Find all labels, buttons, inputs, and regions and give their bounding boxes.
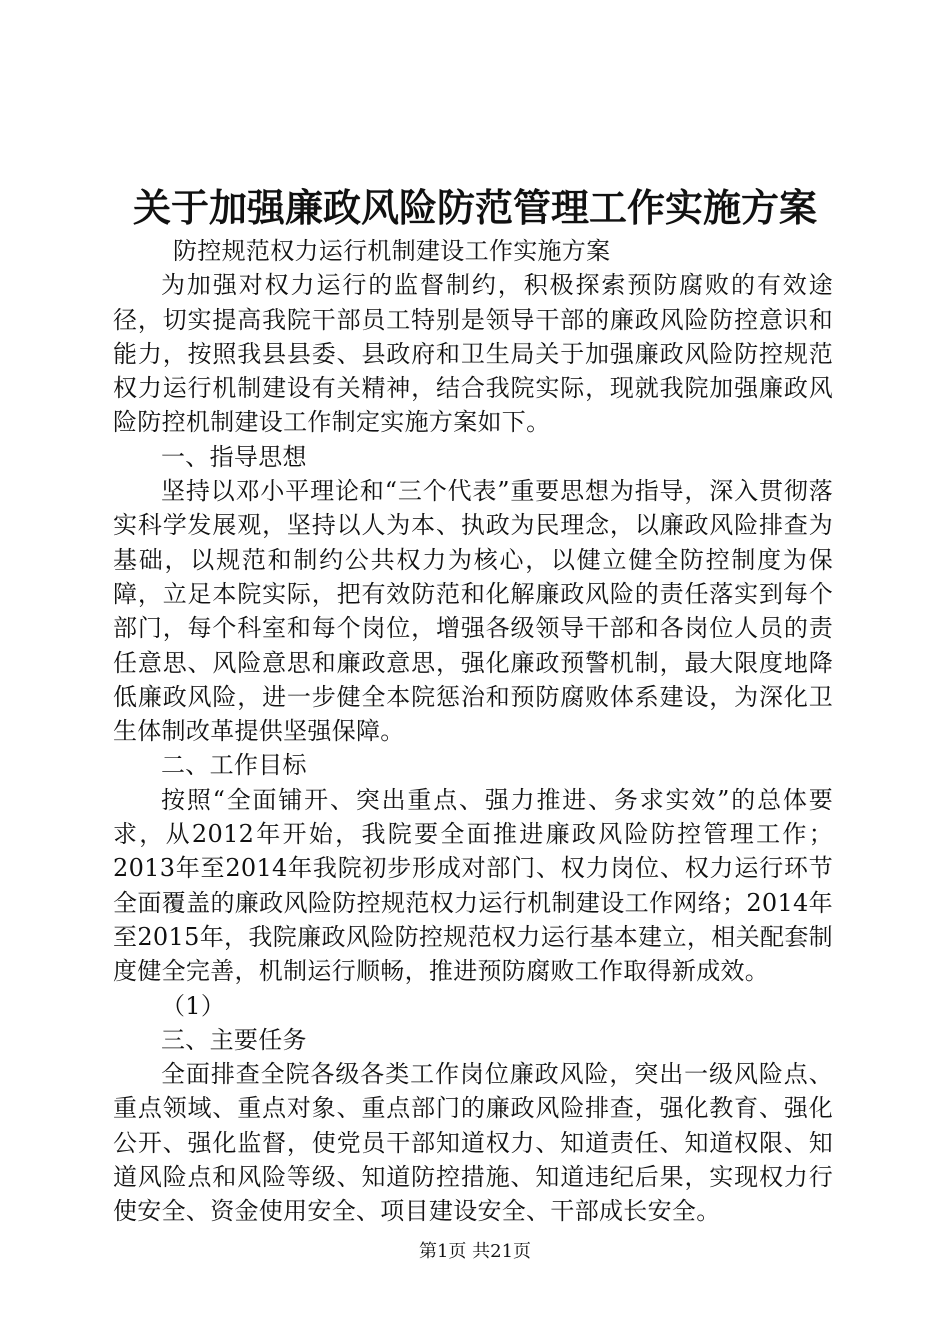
- guiding-ideology-paragraph: 坚持以邓小平理论和“三个代表”重要思想为指导，深入贯彻落实科学发展观，坚持以人为本、执政为民理念，以廉政风险排查为基础，以规范和制约公共权力为核心，以健立健全防控制度为保障，立足本院实际，把有效防范和化解廉政风险的责任落实到每个部门，每个科室和每个岗位，增强各级领导干部和各岗位人员的责任意思、风险意思和廉政意思，强化廉政预警机制，最大限度地降低廉政风险，进一步健全本院惩治和预防腐败体系建设，为深化卫生体制改革提供坚强保障。: [113, 477, 833, 746]
- main-tasks-paragraph: 全面排查全院各级各类工作岗位廉政风险，突出一级风险点、重点领域、重点对象、重点部门的廉政风险排查，强化教育、强化公开、强化监督，使党员干部知道权力、知道责任、知道权限、知道风险点和风险等级、知道防控措施、知道违纪后果，实现权力行使安全、资金使用安全、项目建设安全、干部成长安全。: [113, 1060, 833, 1226]
- document-body: [113, 234, 833, 1229]
- subtitle-paragraph: 防控规范权力运行机制建设工作实施方案: [173, 237, 611, 265]
- section-heading-work-goals: 二、工作目标: [161, 751, 307, 780]
- page-number-footer: 第1页 共21页: [418, 1241, 532, 1262]
- document-title: 关于加强廉政风险防范管理工作实施方案: [132, 185, 817, 230]
- intro-paragraph: 为加强对权力运行的监督制约，积极探索预防腐败的有效途径，切实提高我院干部员工特别是领导干部的廉政风险防控意识和能力，按照我县县委、县政府和卫生局关于加强廉政风险防控规范权力运行机制建设有关精神，结合我院实际，现就我院加强廉政风险防控机制建设工作制定实施方案如下。: [113, 271, 833, 437]
- section-heading-main-tasks: 三、主要任务: [161, 1025, 307, 1054]
- work-goals-paragraph: 按照“全面铺开、突出重点、强力推进、务求实效”的总体要求，从2012年开始，我院要全面推进廉政风险防控管理工作；2013年至2014年我院初步形成对部门、权力岗位、权力运行环节全面覆盖的廉政风险防控规范权力运行机制建设工作网络；2014年至2015年，我院廉政风险防控规范权力运行基本建立，相关配套制度健全完善，机制运行顺畅，推进预防腐败工作取得新成效。: [113, 785, 833, 986]
- section-heading-guiding-ideology: 一、指导思想: [161, 442, 307, 471]
- list-marker-paragraph: （1）: [161, 991, 226, 1020]
